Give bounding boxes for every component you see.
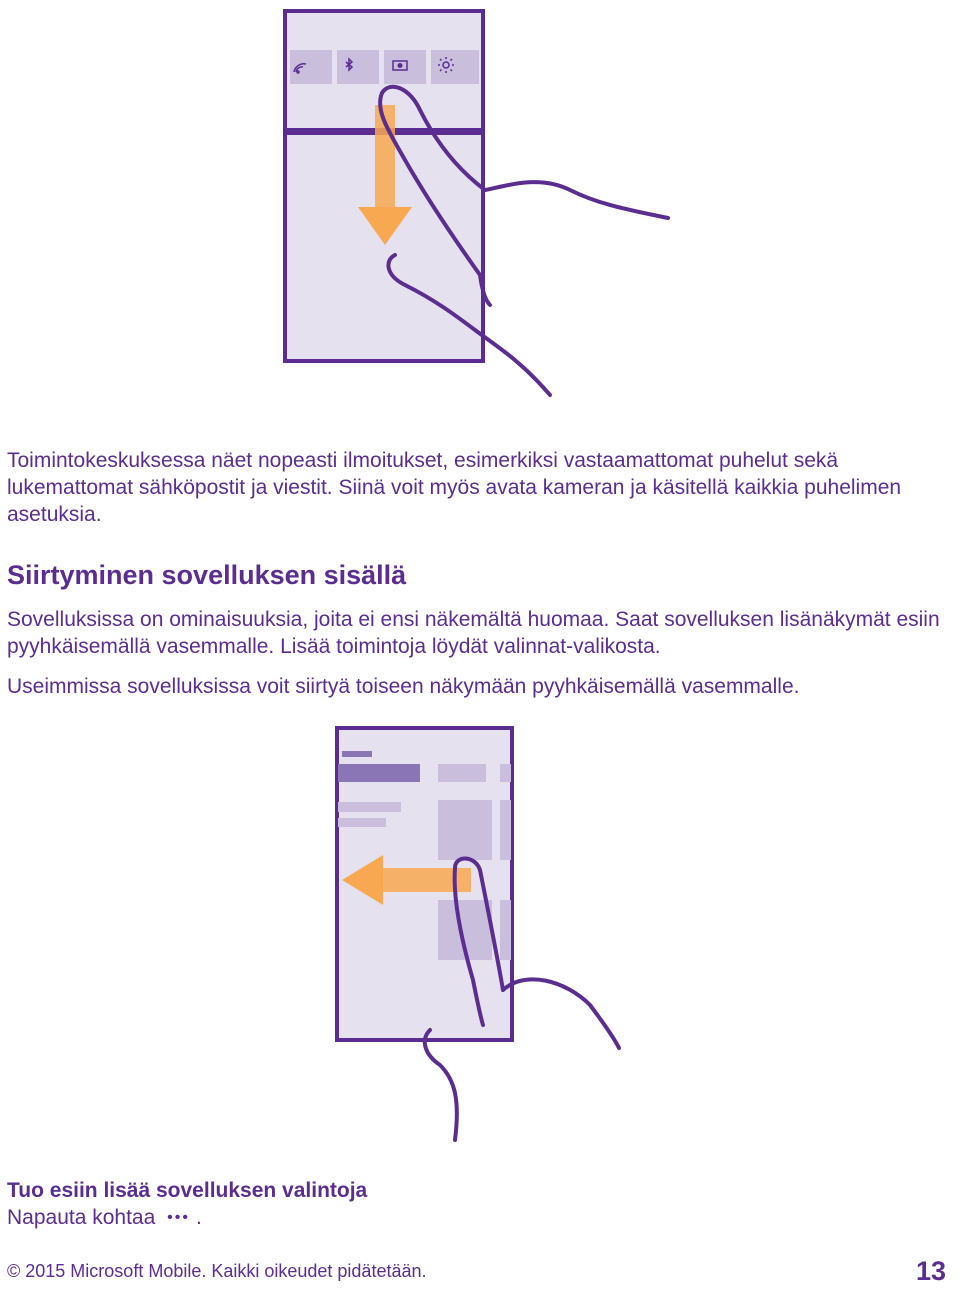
content-tile xyxy=(500,800,511,860)
quick-action-tile xyxy=(337,50,379,84)
content-tile xyxy=(438,800,492,860)
app-tab xyxy=(500,764,511,782)
tip-heading: Tuo esiin lisää sovelluksen valintoja xyxy=(7,1179,368,1202)
app-selected-tab xyxy=(338,764,420,782)
swipe-left-illustration xyxy=(325,720,635,1150)
more-options-icon: ••• xyxy=(167,1209,190,1226)
section-paragraph-2: Useimmissa sovelluksissa voit siirtyä toiseen näkymään pyyhkäisemällä vasemmalle. xyxy=(7,675,800,698)
copyright-footer: © 2015 Microsoft Mobile. Kaikki oikeudet pidätetään. xyxy=(7,1261,427,1281)
quick-action-tile xyxy=(431,50,479,84)
tip-text: Napauta kohtaa xyxy=(7,1206,156,1229)
content-line xyxy=(338,802,401,812)
section-paragraph-1: Sovelluksissa on ominaisuuksia, joita ei ensi näkemältä huomaa. Saat sovelluksen lisänäkymät esiin pyyhkäisemällä vasemmalle. Lisää toimintoja löydät valinnat-valikosta. xyxy=(7,608,940,658)
app-tab xyxy=(438,764,486,782)
content-tile xyxy=(500,900,511,960)
tip-paragraph xyxy=(7,1204,202,1231)
quick-action-tile xyxy=(384,50,426,84)
section-heading: Siirtyminen sovelluksen sisällä xyxy=(7,560,407,590)
content-line xyxy=(338,818,386,827)
tip-text-end: . xyxy=(195,1206,202,1229)
swipe-down-illustration xyxy=(270,0,690,410)
intro-paragraph: Toimintokeskuksessa näet nopeasti ilmoitukset, esimerkiksi vastaamattomat puhelut sekä lukemattomat sähköpostit ja viestit. Siinä voit myös avata kameran ja käsitellä kaikkia puhelimen asetuksia. xyxy=(7,449,902,526)
page-number: 13 xyxy=(915,1256,946,1286)
app-title-bar xyxy=(342,751,372,757)
